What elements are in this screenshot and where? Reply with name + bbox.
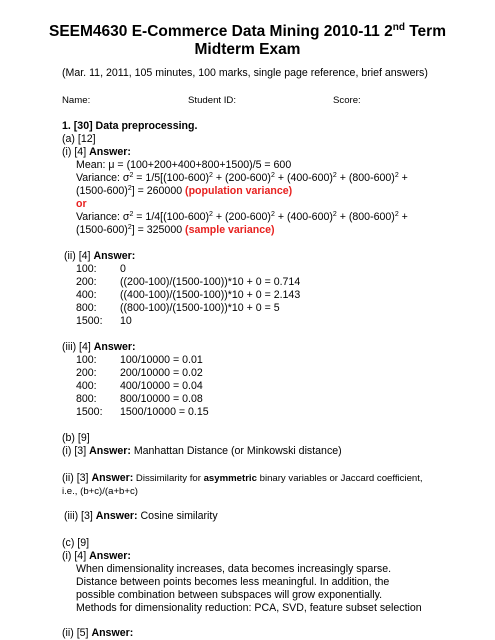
exam-title-line1: SEEM4630 E-Commerce Data Mining 2010-11 2nd Term <box>48 22 446 40</box>
population-variance-note: (population variance) <box>185 185 293 197</box>
minmax-row: 200: ((200-100)/(1500-100))*10 + 0 = 0.714 <box>76 276 301 288</box>
part-b-i-answer: (i) [3] Answer: Manhattan Distance (or Minkowski distance) <box>62 445 342 457</box>
decimal-scaling-row: 800: 800/10000 = 0.08 <box>76 393 203 405</box>
part-c-label: (c) [9] <box>62 537 90 549</box>
student-id-label: Student ID: <box>188 95 236 106</box>
sample-variance-line2: (1500-600)$^2$] = 325000 (sample variance) <box>76 224 275 236</box>
exam-title-line2: Midterm Exam <box>194 41 301 58</box>
part-b-label: (b) [9] <box>62 432 90 444</box>
sample-variance-line1: Variance: $\sigma^2 = 1/4[(100-600)^2 + (200-600)^2 + (400-600)^2 + (800-600)^2$ + <box>76 211 408 223</box>
decimal-scaling-row: 100: 100/10000 = 0.01 <box>76 354 203 366</box>
name-label: Name: <box>62 95 91 106</box>
minmax-row: 400: ((400-100)/(1500-100))*10 + 0 = 2.143 <box>76 289 301 301</box>
part-b-ii-answer-cont: i.e., (b+c)/(a+b+c) <box>62 486 138 497</box>
part-a-i-label: (i) [4] Answer: <box>62 146 131 158</box>
part-b-ii-answer: (ii) [3] Answer: Dissimilarity for asymmetric binary variables or Jaccard coefficient, <box>62 472 423 484</box>
part-c-ii-label: (ii) [5] Answer: <box>62 627 134 639</box>
population-variance-line2: (1500-600)$^2$] = 260000 (population variance) <box>76 185 293 197</box>
part-a-label: (a) [12] <box>62 133 96 145</box>
dimensionality-answer-line: Methods for dimensionality reduction: PCA, SVD, feature subset selection <box>76 602 422 614</box>
decimal-scaling-row: 1500: 1500/10000 = 0.15 <box>76 406 209 418</box>
score-label: Score: <box>333 95 361 106</box>
decimal-scaling-row: 400: 400/10000 = 0.04 <box>76 380 203 392</box>
decimal-scaling-row: 200: 200/10000 = 0.02 <box>76 367 203 379</box>
part-b-iii-answer: (iii) [3] Answer: Cosine similarity <box>64 510 218 522</box>
minmax-row: 100: 0 <box>76 263 126 275</box>
question-1-heading: 1. [30] Data preprocessing. <box>62 120 198 132</box>
part-a-iii-label: (iii) [4] Answer: <box>62 341 136 353</box>
part-c-i-label: (i) [4] Answer: <box>62 550 131 562</box>
mean-formula: Mean: μ = (100+200+400+800+1500)/5 = 600 <box>76 159 292 171</box>
sample-variance-note: (sample variance) <box>185 224 275 236</box>
minmax-row: 800: ((800-100)/(1500-100))*10 + 0 = 5 <box>76 302 280 314</box>
part-a-ii-label: (ii) [4] Answer: <box>64 250 136 262</box>
minmax-row: 1500: 10 <box>76 315 132 327</box>
exam-subtitle: (Mar. 11, 2011, 105 minutes, 100 marks, single page reference, brief answers) <box>62 67 428 79</box>
dimensionality-answer-line: When dimensionality increases, data becomes increasingly sparse. <box>76 563 392 575</box>
dimensionality-answer-line: possible combination between subspaces will grow exponentially. <box>76 589 383 601</box>
or-label: or <box>76 198 87 210</box>
population-variance-line1: Variance: $\sigma^2 = 1/5[(100-600)^2 + (200-600)^2 + (400-600)^2 + (800-600)^2$ + <box>76 172 408 184</box>
dimensionality-answer-line: Distance between points becomes less meaningful. In addition, the <box>76 576 390 588</box>
